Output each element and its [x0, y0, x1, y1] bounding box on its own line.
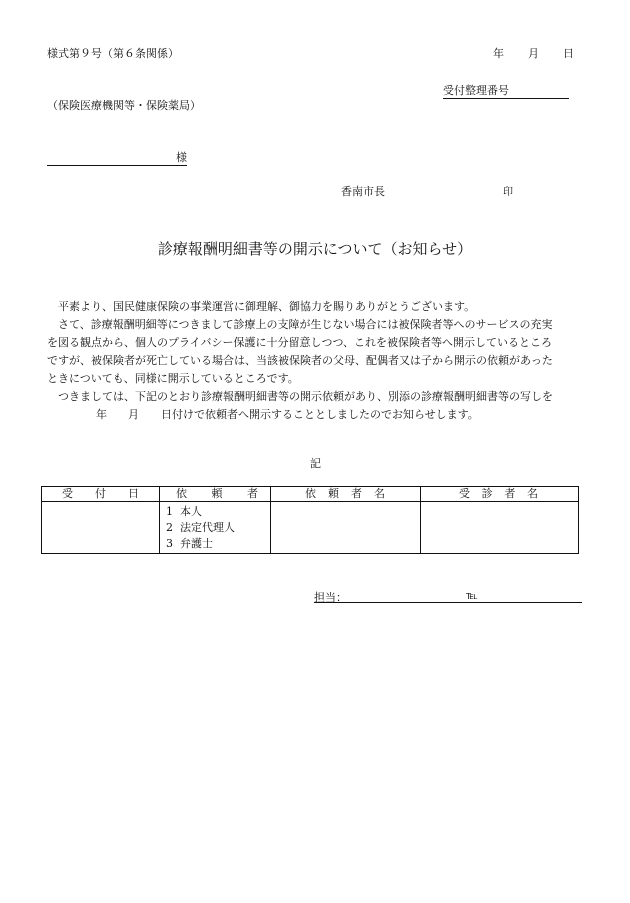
body-paragraph-2-line-2: を図る観点から、個人のプライバシー保護に十分留意しつつ、これを被保険者等へ開示しているところ [47, 336, 553, 349]
tel-icon: ℡ [466, 589, 478, 602]
form-number: 様式第９号（第６条関係） [47, 47, 179, 60]
cell-requester-name[interactable] [271, 502, 421, 554]
body-paragraph-1: 平素より、国民健康保険の事業運営に御理解、御協力を賜りありがとうございます。 [58, 300, 476, 313]
date-day-label: 日 [563, 47, 574, 60]
cell-reception-date[interactable] [42, 502, 160, 554]
body-paragraph-3-line-1: つきましては、下記のとおり診療報酬明細書等の開示依頼があり、別添の診療報酬明細書等の写しを [58, 390, 553, 403]
contact-label: 担当： [314, 591, 347, 604]
header-patient-name: 受 診 者 名 [421, 487, 579, 502]
requester-option-lawyer[interactable]: 3 弁護士 [166, 537, 213, 550]
body-paragraph-2-line-3: ですが、被保険者が死亡している場合は、当該被保険者の父母、配偶者又は子から開示の依頼があった [47, 354, 553, 367]
sender-title: 香南市長 [341, 185, 385, 198]
header-reception-date: 受 付 日 [42, 487, 160, 502]
recipient-name-line [47, 149, 187, 166]
contact-line [314, 589, 582, 603]
cell-patient-name[interactable] [421, 502, 579, 554]
recipient-category: （保険医療機関等・保険薬局） [47, 99, 201, 112]
requester-option-legal-representative[interactable]: 2 法定代理人 [166, 521, 235, 534]
requester-option-self[interactable]: 1 本人 [166, 505, 202, 518]
date-month-label: 月 [528, 47, 539, 60]
table-row [42, 502, 579, 554]
body-paragraph-2-line-4: ときについても、同様に開示しているところです。 [47, 372, 299, 385]
document-title: 診療報酬明細書等の開示について（お知らせ） [157, 240, 473, 258]
body-paragraph-3-rest: 日付けで依頼者へ開示することとしましたのでお知らせします。 [161, 408, 479, 421]
disclosure-table [41, 486, 579, 554]
reception-number-field [443, 82, 569, 99]
cell-requester-options [160, 502, 271, 554]
recipient-honorific: 様 [176, 151, 187, 164]
body-paragraph-3-year: 年 [96, 408, 107, 421]
table-header-row [42, 487, 579, 502]
date-year-label: 年 [493, 47, 504, 60]
seal-mark: 印 [503, 187, 513, 198]
body-paragraph-3-month: 月 [128, 408, 139, 421]
header-requester-name: 依 頼 者 名 [271, 487, 421, 502]
body-paragraph-2-line-1: さて、診療報酬明細等につきまして診療上の支障が生じない場合には被保険者等へのサービスの充実 [58, 318, 553, 331]
reception-number-label: 受付整理番号 [443, 84, 509, 97]
header-requester: 依 頼 者 [160, 487, 271, 502]
ki-heading: 記 [310, 457, 321, 470]
